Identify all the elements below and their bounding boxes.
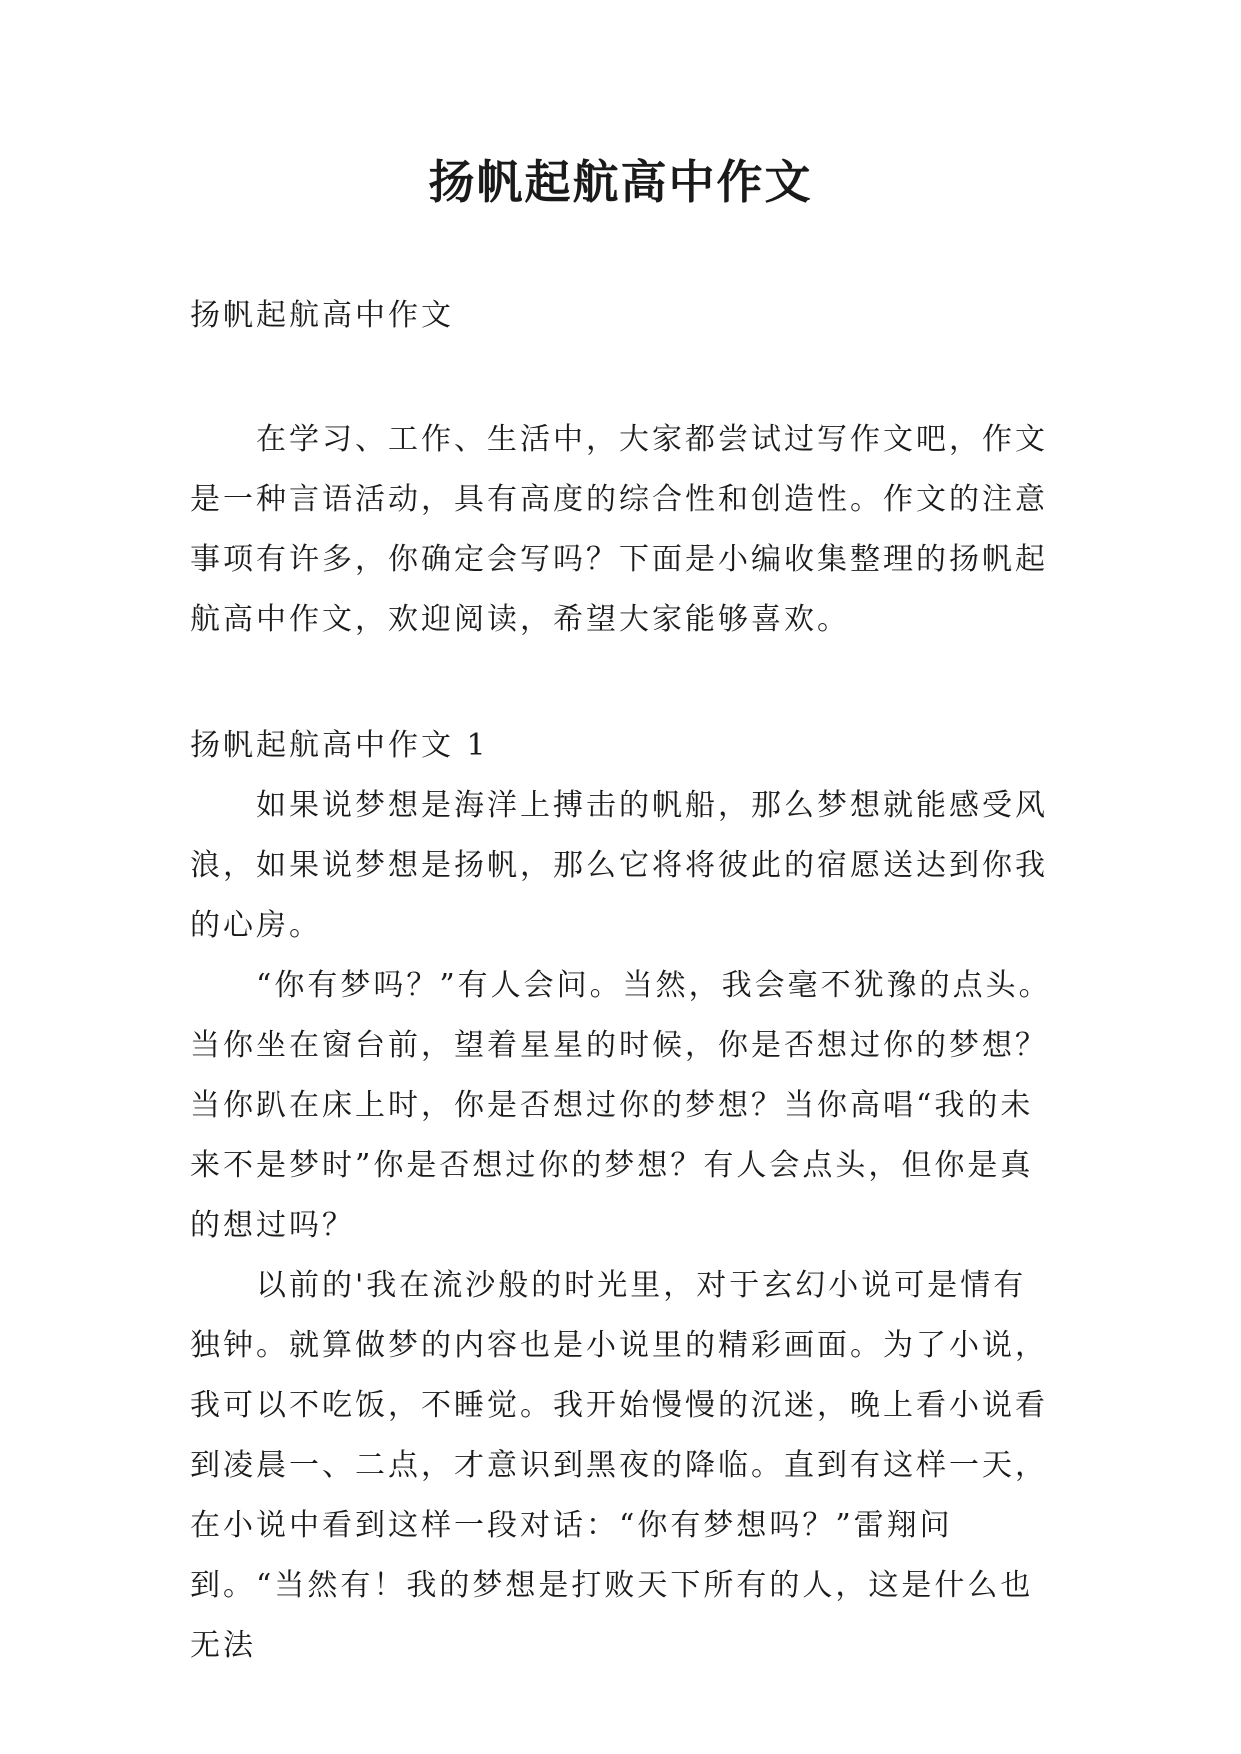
body-paragraph: “你有梦吗？”有人会问。当然，我会毫不犹豫的点头。当你坐在窗台前，望着星星的时候，你是否想过你的梦想？当你趴在床上时，你是否想过你的梦想？当你高唱“我的未来不是梦时”你是否想过你的梦想？有人会点头，但你是真的想过吗？ [190,968,1052,1243]
document-title: 扬帆起航高中作文 [428,155,813,209]
section-heading: 扬帆起航高中作文 1 [190,728,489,763]
body-paragraph: 以前的'我在流沙般的时光里，对于玄幻小说可是情有独钟。就算做梦的内容也是小说里的精彩画面。为了小说，我可以不吃饭，不睡觉。我开始慢慢的沉迷，晚上看小说看到凌晨一、二点，才意识到黑夜的降临。直到有这样一天，在小说中看到这样一段对话：“你有梦想吗？”雷翔问到。“当然有！我的梦想是打败天下所有的人，这是什么也无法 [190,1268,1048,1663]
document-body [190,286,1052,1676]
intro-paragraph: 在学习、工作、生活中，大家都尝试过写作文吧，作文是一种言语活动，具有高度的综合性和创造性。作文的注意事项有许多，你确定会写吗？下面是小编收集整理的扬帆起航高中作文，欢迎阅读，希望大家能够喜欢。 [190,422,1048,637]
document-subtitle: 扬帆起航高中作文 [190,298,454,333]
body-paragraph: 如果说梦想是海洋上搏击的帆船，那么梦想就能感受风浪，如果说梦想是扬帆，那么它将将彼此的宿愿送达到你我的心房。 [190,788,1048,943]
